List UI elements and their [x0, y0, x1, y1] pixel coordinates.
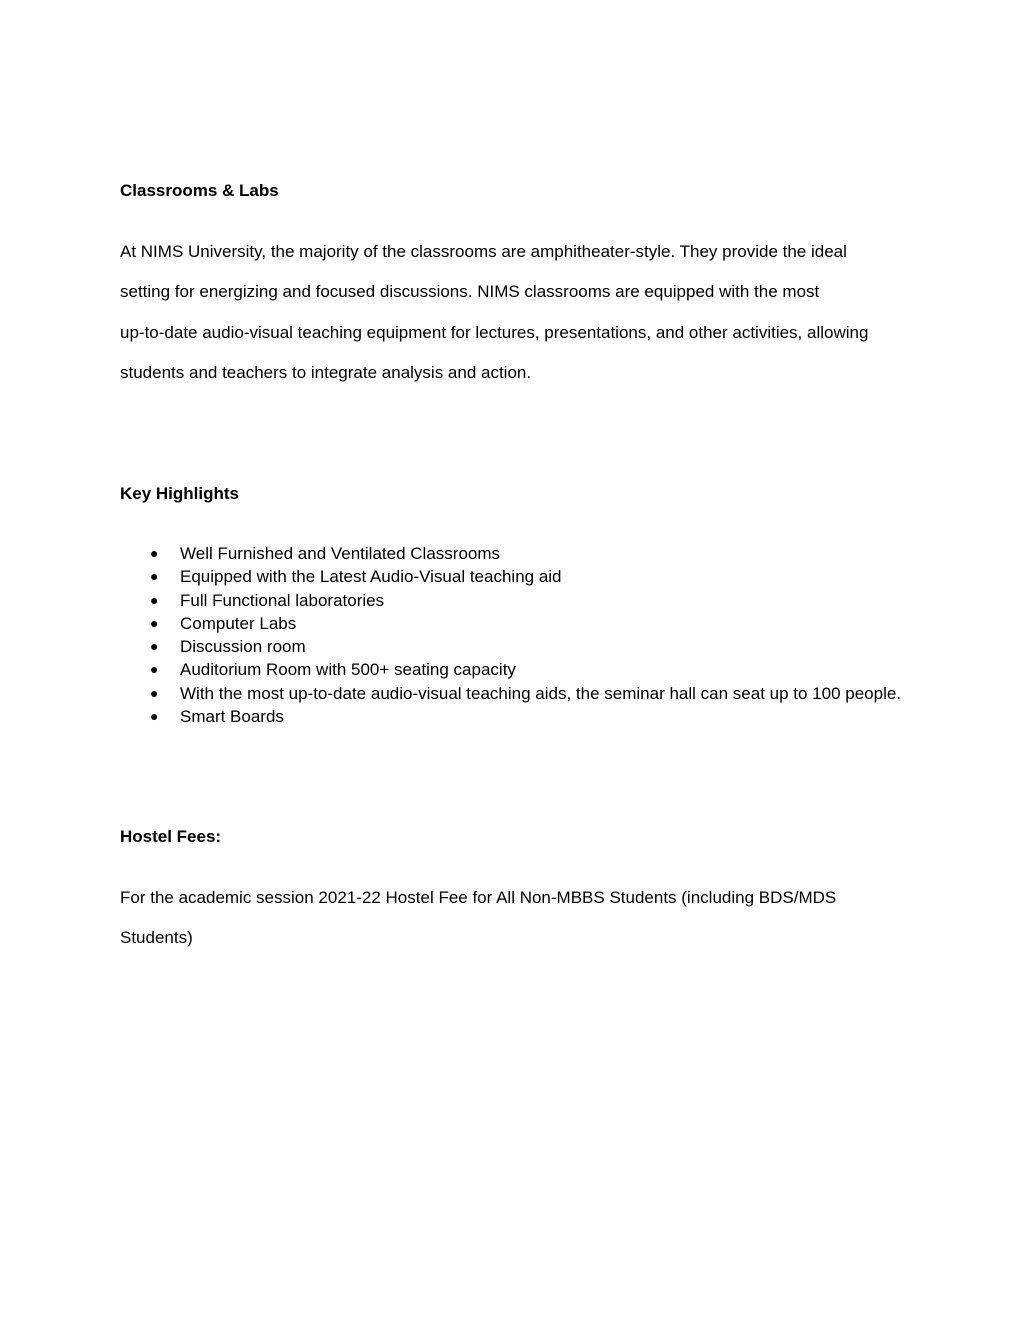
classrooms-labs-heading: Classrooms & Labs — [120, 181, 279, 200]
list-item — [120, 565, 910, 588]
list-item — [120, 589, 910, 612]
paragraph-line: Students) — [120, 928, 193, 948]
key-highlights-list — [120, 542, 910, 728]
list-item — [120, 635, 910, 658]
list-item-text: Equipped with the Latest Audio-Visual teaching aid — [180, 567, 562, 587]
hostel-fees-heading: Hostel Fees: — [120, 827, 222, 846]
list-item-text: Auditorium Room with 500+ seating capacity — [180, 660, 516, 680]
list-item — [120, 658, 910, 681]
classrooms-labs-paragraph — [120, 232, 910, 394]
paragraph-line: up-to-date audio-visual teaching equipment for lectures, presentations, and other activities, allowing — [120, 322, 869, 342]
paragraph-line: For the academic session 2021-22 Hostel Fee for All Non-MBBS Students (including BDS/MDS — [120, 888, 837, 907]
list-item-text: With the most up-to-date audio-visual teaching aids, the seminar hall can seat up to 100 people. — [180, 683, 902, 703]
list-item-text: Smart Boards — [180, 707, 284, 727]
hostel-fees-paragraph — [120, 878, 910, 959]
bullet-icon: ● — [150, 614, 159, 631]
list-item — [120, 612, 910, 635]
key-highlights-heading: Key Highlights — [120, 484, 240, 503]
bullet-icon: ● — [150, 708, 159, 725]
bullet-icon: ● — [150, 591, 159, 608]
list-item — [120, 542, 910, 565]
list-item-text: Full Functional laboratories — [180, 590, 385, 610]
list-item — [120, 705, 910, 728]
paragraph-line: At NIMS University, the majority of the classrooms are amphitheater-style. They provide the ideal — [120, 242, 847, 261]
paragraph-line: students and teachers to integrate analysis and action. — [120, 363, 532, 383]
bullet-icon: ● — [150, 545, 159, 561]
list-item-text: Computer Labs — [180, 613, 297, 633]
list-item — [120, 682, 910, 705]
bullet-icon: ● — [150, 638, 159, 655]
bullet-icon: ● — [150, 568, 159, 585]
list-item-text: Discussion room — [180, 637, 306, 657]
paragraph-line: setting for energizing and focused discussions. NIMS classrooms are equipped with the most — [120, 282, 820, 302]
bullet-icon: ● — [150, 684, 159, 701]
bullet-icon: ● — [150, 661, 159, 678]
list-item-text: Well Furnished and Ventilated Classrooms — [180, 544, 501, 563]
